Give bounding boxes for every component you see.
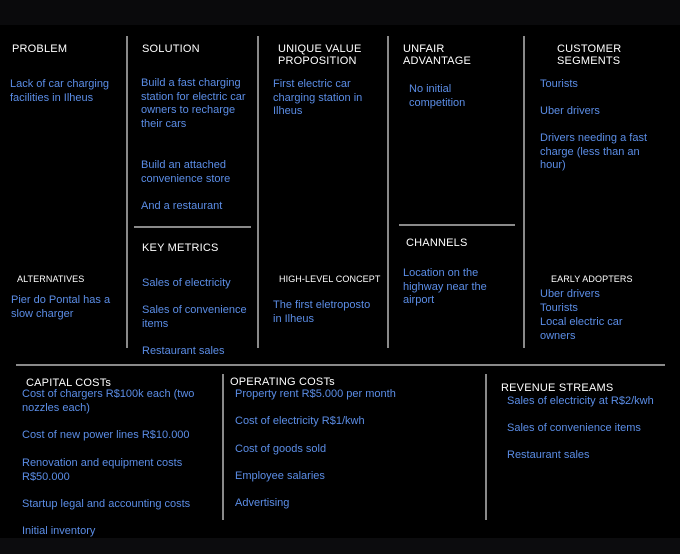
early-adopters-item: Local electric car owners xyxy=(540,316,623,342)
capital-costs-item: Renovation and equipment costs R$50.000 xyxy=(22,457,183,483)
revenue-streams-heading: REVENUE STREAMS xyxy=(501,382,614,394)
early-adopters-item: Uber drivers xyxy=(540,288,600,300)
alternatives-heading: ALTERNATIVES xyxy=(17,274,85,284)
operating-costs-item: Employee salaries xyxy=(235,470,325,482)
high-level-concept-heading: HIGH-LEVEL CONCEPT xyxy=(279,274,381,284)
divider-advantage-channels xyxy=(399,224,515,226)
key-metrics-item: Sales of electricity xyxy=(142,277,231,289)
capital-costs-heading: CAPITAL COSTs xyxy=(26,377,112,389)
problem-heading: PROBLEM xyxy=(12,43,68,55)
capital-costs-item: Initial inventory xyxy=(22,525,96,537)
operating-costs-heading: OPERATING COSTs xyxy=(230,376,335,388)
customer-segments-heading: CUSTOMER SEGMENTS xyxy=(557,43,622,67)
capital-costs-item: Startup legal and accounting costs xyxy=(22,498,191,510)
customer-segments-item: Uber drivers xyxy=(540,105,600,117)
divider-capital-operating xyxy=(222,374,224,520)
divider-main-bottom xyxy=(16,364,665,366)
channels-item: Location on the highway near the airport xyxy=(403,267,487,307)
solution-heading: SOLUTION xyxy=(142,43,200,55)
key-metrics-item: Sales of convenience items xyxy=(142,304,247,330)
revenue-streams-item: Sales of convenience items xyxy=(507,422,641,434)
early-adopters-item: Tourists xyxy=(540,302,578,314)
divider-problem-solution xyxy=(126,36,128,348)
operating-costs-item: Property rent R$5.000 per month xyxy=(235,388,396,400)
problem-item: Lack of car charging facilities in Ilheus xyxy=(10,78,110,104)
operating-costs-item: Advertising xyxy=(235,497,290,509)
unfair-advantage-item: No initial competition xyxy=(409,83,466,109)
capital-costs-item: Cost of chargers R$100k each (two nozzles each) xyxy=(22,388,195,414)
uvp-heading: UNIQUE VALUE PROPOSITION xyxy=(278,43,362,67)
operating-costs-item: Cost of electricity R$1/kwh xyxy=(235,415,365,427)
key-metrics-heading: KEY METRICS xyxy=(142,242,219,254)
capital-costs-item: Cost of new power lines R$10.000 xyxy=(22,429,190,441)
divider-solution-metrics xyxy=(134,226,251,228)
revenue-streams-item: Sales of electricity at R$2/kwh xyxy=(507,395,654,407)
solution-item: Build an attached convenience store xyxy=(141,159,231,185)
unfair-advantage-heading: UNFAIR ADVANTAGE xyxy=(403,43,472,67)
bottom-bar xyxy=(0,538,680,554)
solution-item: Build a fast charging station for electric car owners to recharge their cars xyxy=(141,77,246,130)
alternatives-item: Pier do Pontal has a slow charger xyxy=(11,294,111,320)
solution-item: And a restaurant xyxy=(141,200,223,212)
uvp-item: First electric car charging station in Ilheus xyxy=(273,78,363,118)
high-level-concept-item: The first eletroposto in Ilheus xyxy=(273,299,371,325)
customer-segments-item: Tourists xyxy=(540,78,578,90)
divider-operating-revenue xyxy=(485,374,487,520)
key-metrics-item: Restaurant sales xyxy=(142,345,225,357)
top-bar xyxy=(0,0,680,25)
revenue-streams-item: Restaurant sales xyxy=(507,449,590,461)
divider-uvp-advantage xyxy=(387,36,389,348)
operating-costs-item: Cost of goods sold xyxy=(235,443,327,455)
channels-heading: CHANNELS xyxy=(406,237,468,249)
early-adopters-heading: EARLY ADOPTERS xyxy=(551,274,633,284)
divider-solution-uvp xyxy=(257,36,259,348)
divider-advantage-segments xyxy=(523,36,525,348)
customer-segments-item: Drivers needing a fast charge (less than an hour) xyxy=(540,132,647,172)
